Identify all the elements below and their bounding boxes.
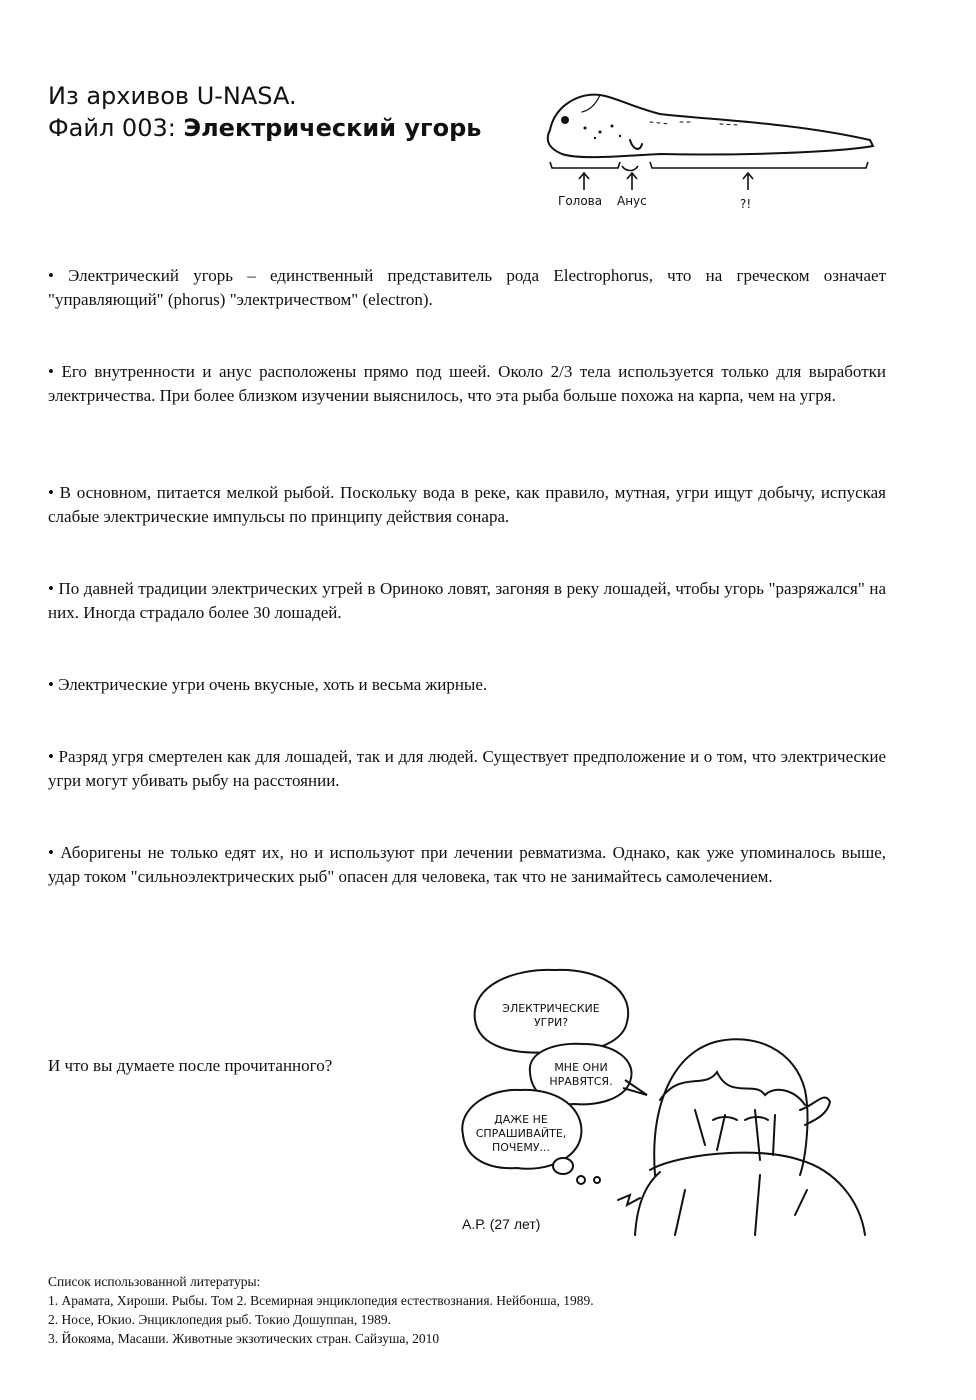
bubble-3-line-2: СПРАШИВАЙТЕ, xyxy=(475,1127,567,1140)
bubble-3-line-3: ПОЧЕМУ... xyxy=(491,1141,551,1154)
bubble-2-line-2: НРАВЯТСЯ. xyxy=(549,1075,613,1088)
eel-arrows xyxy=(579,173,753,190)
bubble-1-line-1: ЭЛЕКТРИЧЕСКИЕ xyxy=(502,1002,600,1015)
title-line-archives: Из архивов U-NASA. xyxy=(48,82,297,110)
title-line-file xyxy=(48,112,481,144)
paragraph-7: • Аборигены не только едят их, но и используют при лечении ревматизма. Однако, как уже упоминалось выше, удар током "сильноэлектрических рыб" опасен для человека, так что не занимайтесь самолечением. xyxy=(48,843,886,886)
page-title xyxy=(48,80,481,144)
label-rest: ?! xyxy=(740,197,752,211)
paragraph-3: • В основном, питается мелкой рыбой. Поскольку вода в реке, как правило, мутная, угри ищут добычу, испуская слабые электрические импульсы по принципу действия сонара. xyxy=(48,483,886,526)
eel-eye xyxy=(561,116,569,124)
character-drawing xyxy=(618,1039,865,1235)
references-heading: Список использованной литературы: xyxy=(48,1274,261,1289)
paragraph-5: • Электрические угри очень вкусные, хоть и весьма жирные. xyxy=(48,675,488,694)
eel-drawing xyxy=(548,95,873,158)
closing-question: И что вы думаете после прочитанного? xyxy=(48,1056,333,1075)
thought-dot-large xyxy=(553,1158,573,1174)
label-anus: Анус xyxy=(617,194,647,208)
eel-brackets xyxy=(550,162,868,171)
eel-spots xyxy=(584,125,622,140)
bubble-1-line-2: УГРИ? xyxy=(533,1016,569,1029)
thought-dot-medium xyxy=(577,1176,585,1184)
reference-item-1: 1. Арамата, Хироши. Рыбы. Том 2. Всемирная энциклопедия естествознания. Нейбонша, 1989. xyxy=(48,1293,594,1308)
bubble-2-line-1: МНЕ ОНИ xyxy=(554,1061,608,1074)
title-file-prefix: Файл 003: xyxy=(48,114,184,142)
label-head: Голова xyxy=(558,194,603,208)
paragraph-1: • Электрический угорь – единственный представитель рода Electrophorus, что на греческом означает "управляющий" (phorus) "электричеством" (electron). xyxy=(48,266,886,309)
bubble-3-line-1: ДАЖЕ НЕ xyxy=(494,1113,548,1126)
paragraph-6: • Разряд угря смертелен как для лошадей, так и для людей. Существует предположение и о том, что электрические угри могут убивать рыбу на расстоянии. xyxy=(48,747,886,790)
paragraph-2: • Его внутренности и анус расположены прямо под шеей. Около 2/3 тела используется только для выработки электричества. При более близком изучении выяснилось, что эта рыба больше похожа на карпа, чем на угря. xyxy=(48,362,886,405)
paragraph-4: • По давней традиции электрических угрей в Ориноко ловят, загоняя в реку лошадей, чтобы угорь "разряжался" на них. Иногда страдало более 30 лошадей. xyxy=(48,579,886,622)
reference-item-3: 3. Йокояма, Масаши. Животные экзотических стран. Сайзуша, 2010 xyxy=(48,1331,440,1346)
comic-caption: А.Р. (27 лет) xyxy=(462,1216,541,1232)
title-file-subject: Электрический угорь xyxy=(183,114,482,142)
eel-diagram xyxy=(540,80,880,220)
references xyxy=(48,1272,594,1348)
comic-illustration xyxy=(455,960,885,1240)
thought-dot-small xyxy=(594,1177,600,1183)
reference-item-2: 2. Носе, Юкио. Энциклопедия рыб. Токио Дошуппан, 1989. xyxy=(48,1312,391,1327)
